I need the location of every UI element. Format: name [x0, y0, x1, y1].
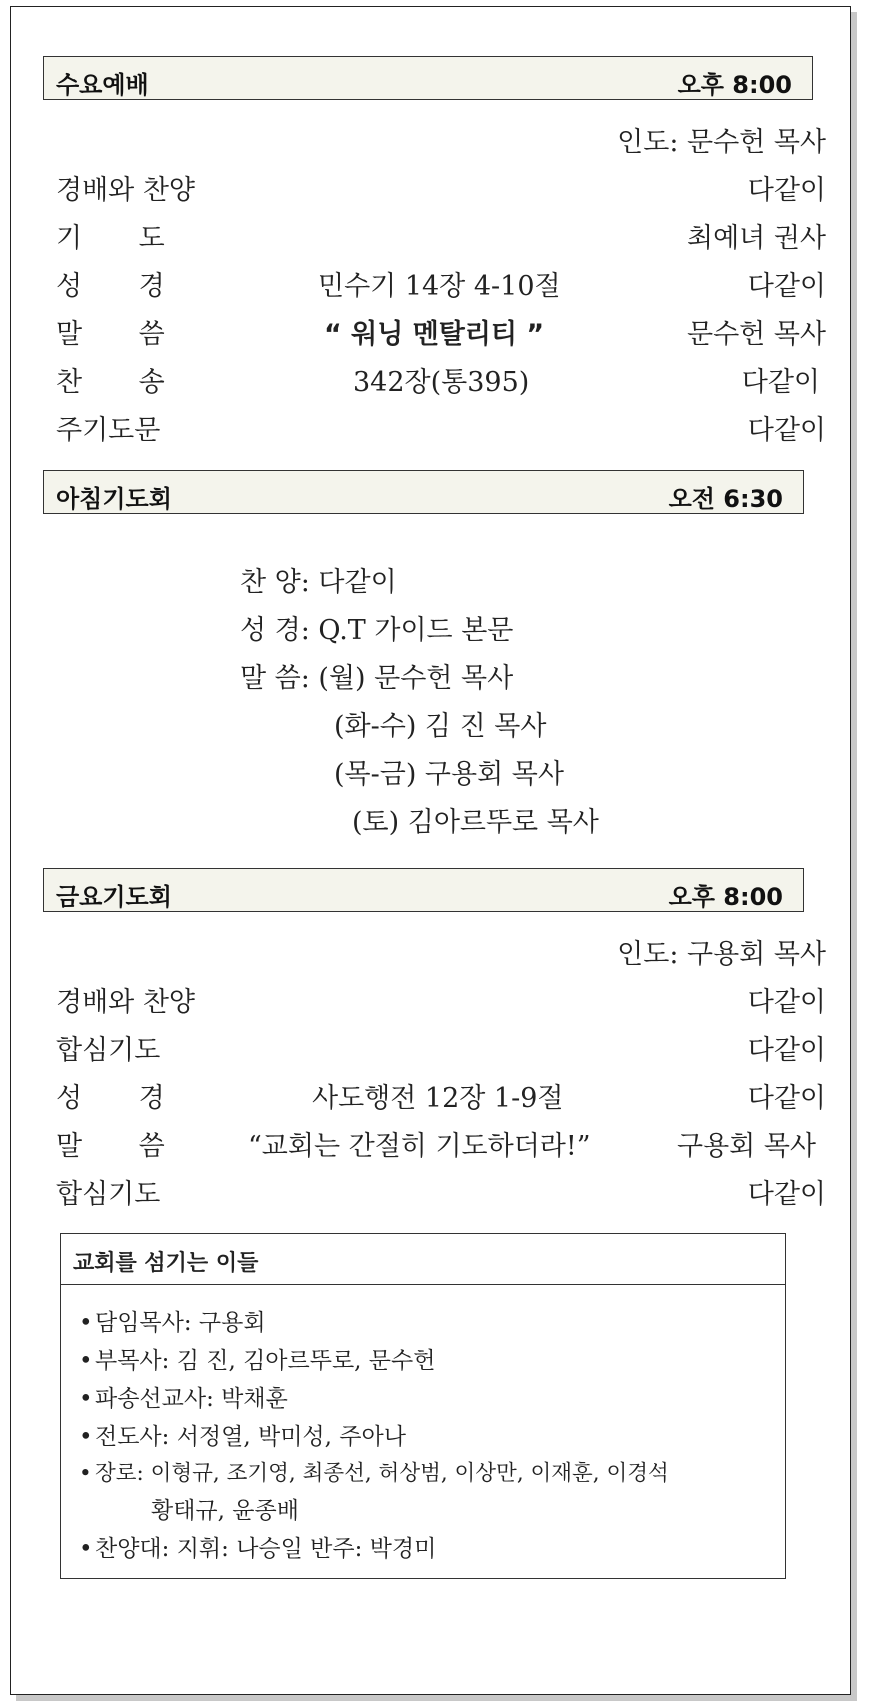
wednesday-row	[56, 264, 826, 304]
row-right: 최예녀 권사	[687, 223, 826, 254]
wednesday-service-time: 오후 8:00	[677, 71, 792, 99]
bullet-icon: •	[79, 1310, 93, 1336]
row-middle: 342장(통395)	[353, 367, 530, 398]
wednesday-leader-row	[56, 120, 826, 160]
bullet-icon: •	[79, 1461, 92, 1486]
morning-line: 찬 양: 다같이	[240, 567, 397, 598]
staff-item-continuation: 황태규, 윤종배	[151, 1498, 299, 1524]
row-right: 구용회 목사	[677, 1131, 816, 1162]
row-label: 찬 송	[56, 367, 189, 398]
staff-item-text: 전도사: 서정열, 박미성, 주아나	[95, 1424, 406, 1450]
row-label: 합심기도	[56, 1035, 161, 1066]
wednesday-leader: 인도: 문수헌 목사	[617, 127, 826, 158]
row-right: 다같이	[741, 367, 820, 398]
row-label: 주기도문	[56, 415, 161, 446]
friday-leader-row	[56, 932, 826, 972]
row-right: 다같이	[747, 271, 826, 302]
staff-item	[79, 1530, 436, 1563]
staff-box-title: 교회를 섬기는 이들	[73, 1251, 259, 1276]
friday-row	[56, 1124, 826, 1164]
staff-box	[60, 1233, 786, 1579]
staff-item-text: 파송선교사: 박채훈	[95, 1386, 288, 1412]
sermon-title: “교회는 간절히 기도하더라!”	[248, 1131, 591, 1162]
wednesday-service-title: 수요예배	[56, 71, 149, 99]
row-right: 다같이	[747, 987, 826, 1018]
morning-line: 성 경: Q.T 가이드 본문	[240, 615, 514, 646]
staff-item	[79, 1304, 266, 1337]
morning-line: (화-수) 김 진 목사	[334, 711, 547, 742]
row-middle: 사도행전 12장 1-9절	[312, 1083, 564, 1114]
staff-item-text: 장로: 이형규, 조기영, 최종선, 허상범, 이상만, 이재훈, 이경석	[95, 1461, 669, 1486]
row-label: 말 씀	[56, 1131, 189, 1162]
wednesday-row	[56, 168, 826, 208]
staff-item	[79, 1418, 406, 1451]
bullet-icon: •	[79, 1536, 93, 1562]
row-middle: 민수기 14장 4-10절	[318, 271, 561, 302]
bullet-icon: •	[79, 1386, 93, 1412]
friday-row	[56, 980, 826, 1020]
staff-item-text: 부목사: 김 진, 김아르뚜로, 문수헌	[95, 1348, 436, 1374]
friday-row	[56, 1076, 826, 1116]
morning-prayer-title: 아침기도회	[56, 485, 172, 513]
row-right: 다같이	[747, 1179, 826, 1210]
friday-prayer-title: 금요기도회	[56, 883, 172, 911]
staff-item-text: 찬양대: 지휘: 나승일 반주: 박경미	[95, 1536, 437, 1562]
wednesday-row	[56, 360, 826, 400]
morning-prayer-time: 오전 6:30	[668, 485, 783, 513]
friday-row	[56, 1028, 826, 1068]
row-label: 성 경	[56, 271, 189, 302]
wednesday-row	[56, 408, 826, 448]
morning-line: 말 씀: (월) 문수헌 목사	[240, 663, 514, 694]
staff-item	[79, 1456, 669, 1487]
morning-line: (목-금) 구용회 목사	[334, 759, 564, 790]
row-label: 경배와 찬양	[56, 987, 195, 1018]
bullet-icon: •	[79, 1424, 93, 1450]
row-label: 경배와 찬양	[56, 175, 195, 206]
row-label: 합심기도	[56, 1179, 161, 1210]
row-label: 말 씀	[56, 319, 189, 350]
row-right: 다같이	[747, 1083, 826, 1114]
staff-box-header	[61, 1234, 785, 1285]
sermon-title: “ 워닝 멘탈리티 ”	[324, 319, 545, 350]
staff-item	[79, 1380, 288, 1413]
row-right: 문수헌 목사	[687, 319, 826, 350]
bullet-icon: •	[79, 1348, 93, 1374]
row-right: 다같이	[747, 1035, 826, 1066]
morning-prayer-header	[43, 470, 804, 514]
row-right: 다같이	[747, 175, 826, 206]
staff-item	[79, 1342, 435, 1375]
wednesday-service-header	[43, 56, 813, 100]
row-label: 성 경	[56, 1083, 189, 1114]
wednesday-row	[56, 216, 826, 256]
friday-row	[56, 1172, 826, 1212]
friday-prayer-header	[43, 868, 804, 912]
friday-prayer-time: 오후 8:00	[668, 883, 783, 911]
row-right: 다같이	[747, 415, 826, 446]
friday-leader: 인도: 구용회 목사	[617, 939, 826, 970]
row-label: 기 도	[56, 223, 189, 254]
staff-item-text: 담임목사: 구용회	[95, 1310, 266, 1336]
morning-line: (토) 김아르뚜로 목사	[352, 807, 599, 838]
wednesday-row	[56, 312, 826, 352]
